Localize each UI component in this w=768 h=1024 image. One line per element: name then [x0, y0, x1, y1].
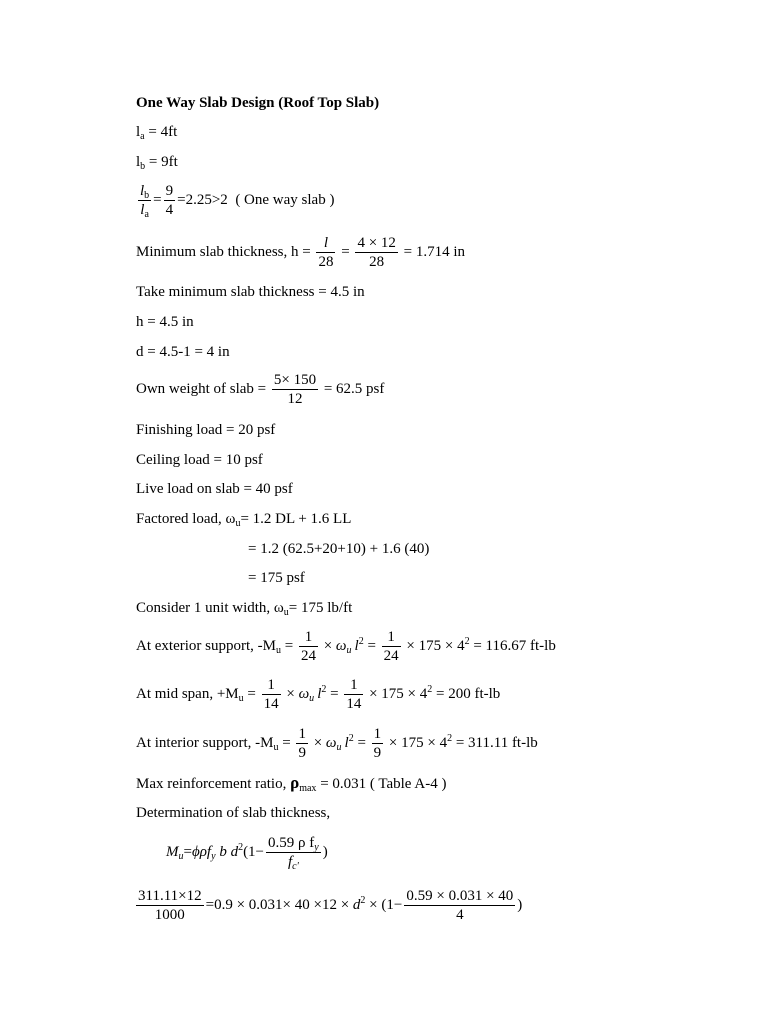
reinforcement-ratio-line: Max reinforcement ratio, $\rho_{max} = 0.031$ ( Table A-4 ) [136, 773, 447, 794]
factored-load-line-2: = 1.2 (62.5+20+10) + 1.6 (40) [248, 541, 430, 557]
final-frac-2: $\frac{0.59 \times 0.031 \times 40}{4}$ [406, 888, 514, 923]
ratio-frac-1: $\frac{l_b}{l_a}$ [140, 183, 150, 220]
unit-width-line: Consider 1 unit width, $\omega_u= 175$ lb/ft [136, 600, 353, 618]
int-frac-2: $\frac{1}{9}$ [373, 726, 382, 761]
h-line: h = 4.5 in [136, 314, 194, 330]
ext-frac-2: $\frac{1}{24}$ [383, 629, 399, 664]
min-thick-frac-2: $\frac{4 \times 12}{28}$ [357, 235, 396, 270]
own-weight-frac: $\frac{5\times 150}{12}$ [273, 372, 317, 407]
page-title: One Way Slab Design (Roof Top Slab) [136, 95, 380, 111]
lb-line: $l_b = 9ft$ [136, 154, 178, 172]
ratio-frac-2: $\frac{9}{4}$ [165, 183, 174, 218]
finishing-load-line: Finishing load = 20 psf [136, 422, 276, 438]
la-line: $l_a = 4ft$ [136, 124, 178, 142]
ratio-line: $\frac{l_b}{l_a}$ = $\frac{9}{4}$ =2.25>2 ( One way slab ) [140, 183, 335, 220]
final-frac-1: $\frac{311.11\times 12}{1000}$ [138, 888, 202, 923]
min-thick-frac-1: $\frac{l}{28}$ [318, 235, 334, 270]
exterior-support-line: At exterior support, $-M_u$ = $\frac{1}{24}$ × $\omega_u$ $l^2$ = $\frac{1}{24}$ × $175 \times 4^2 = 116.67$ ft-lb [136, 629, 556, 664]
mid-frac-2: $\frac{1}{14}$ [346, 677, 362, 712]
formula-frac: $\frac{0.59 \rho f_y}{f_{c'}}$ [268, 835, 319, 872]
live-load-line: Live load on slab = 40 psf [136, 481, 293, 497]
d-line: d = 4.5-1 = 4 in [136, 344, 230, 360]
ext-frac-1: $\frac{1}{24}$ [300, 629, 316, 664]
design-formula: $M_u=\phi\rho f_y$ b $d^2(1-$ $\frac{0.59 \rho f_y}{f_{c'}}$ ) [166, 835, 328, 872]
factored-load-line: Factored load, $\omega_u= 1.2$ DL + 1.6 LL [136, 511, 352, 529]
min-thickness-line: Minimum slab thickness, h = $\frac{l}{28}$ = $\frac{4 \times 12}{28}$ = 1.714 in [136, 235, 466, 270]
own-weight-line: Own weight of slab = $\frac{5\times 150}{12}$ = 62.5 psf [136, 372, 385, 407]
final-equation: $\frac{311.11\times 12}{1000}$ $=0.9 \times 0.031\times 40 \times 12 \times d^2 \times (1-$ $\frac{0.59 \times 0.031 \times 40}{4}$ ) [138, 888, 523, 923]
determination-line: Determination of slab thickness, [136, 805, 331, 821]
int-frac-1: $\frac{1}{9}$ [298, 726, 306, 761]
factored-load-line-3: = 175 psf [248, 570, 305, 586]
take-min-line: Take minimum slab thickness = 4.5 in [136, 284, 365, 300]
mid-frac-1: $\frac{1}{14}$ [263, 677, 279, 712]
interior-support-line: At interior support, $-M_u$ = $\frac{1}{9}$ × $\omega_u$ $l^2$ = $\frac{1}{9}$ × $175 \times 4^2 = 311.11$ ft-lb [136, 726, 538, 761]
mid-span-line: At mid span, $+M_u$ = $\frac{1}{14}$ × $\omega_u$ $l^2$ = $\frac{1}{14}$ × $175 \times 4^2 = 200$ ft-lb [136, 677, 501, 712]
ceiling-load-line: Ceiling load = 10 psf [136, 452, 263, 468]
